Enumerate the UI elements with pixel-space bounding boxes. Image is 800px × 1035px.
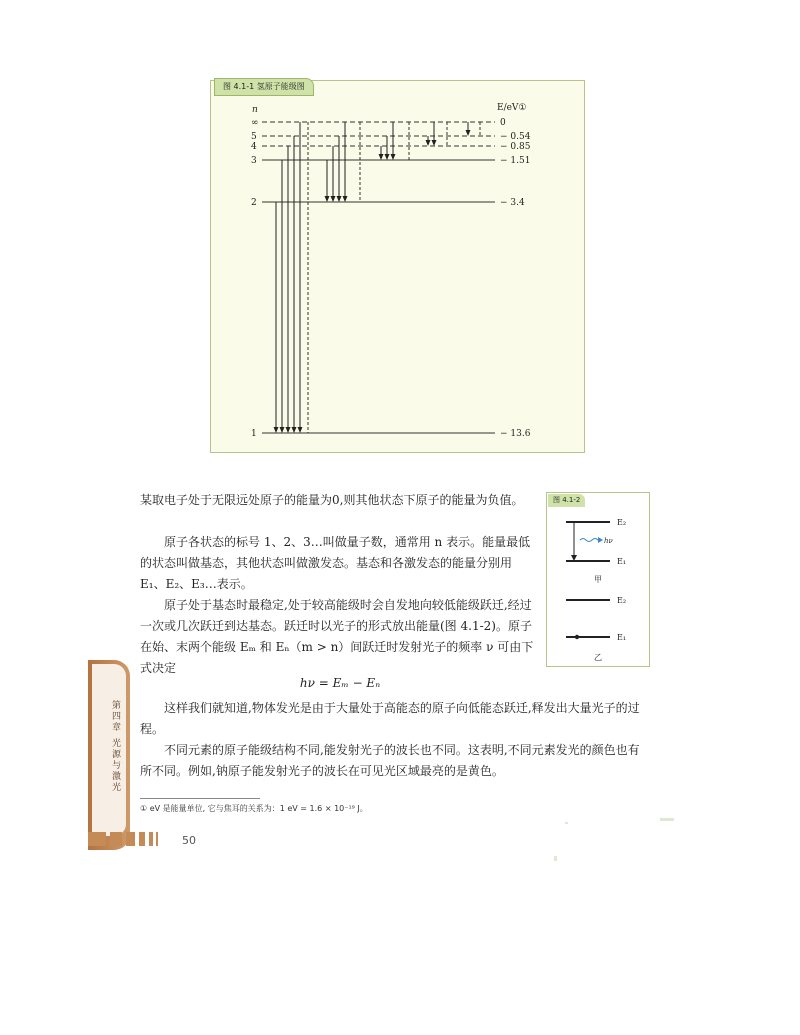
paragraph-5: 不同元素的原子能级结构不同,能发射光子的波长也不同。这表明,不同元素发光的颜色也有所不同。例如,钠原子能发射光子的波长在可见光区域最亮的是黄色。 — [140, 743, 640, 778]
energy-value-label: 0 — [500, 118, 506, 128]
energy-value-label: − 13.6 — [500, 429, 531, 439]
transition-arrow-head — [331, 196, 336, 202]
page-number: 50 — [182, 834, 196, 847]
scan-speck — [554, 856, 557, 861]
paragraph-2: 原子各状态的标号 1、2、3…叫做量子数，通常用 n 表示。能量最低的状态叫做基态，其他状态叫做激发态。基态和各激发态的能量分别用 E₁、E₂、E₃…表示。 — [140, 535, 531, 591]
transition-arrow-head — [466, 130, 471, 136]
energy-value-label: − 0.54 — [500, 132, 531, 142]
transition-arrow-head — [292, 427, 297, 433]
formula: hν = Eₘ − Eₙ — [299, 676, 381, 690]
energy-value-label: − 1.51 — [500, 156, 531, 166]
paragraph-1: 某取电子处于无限远处原子的能量为0,则其他状态下原子的能量为负值。 — [140, 493, 524, 507]
transition-arrow-head — [298, 427, 303, 433]
fig2-photon-label: hν — [604, 537, 613, 545]
transition-arrow-head — [280, 427, 285, 433]
energy-header: E/eV① — [497, 103, 527, 113]
footnote-rule — [140, 798, 260, 799]
figure2-caption-tab: 图 4.1-2 — [548, 494, 585, 507]
transition-figure — [546, 492, 650, 667]
quantum-number-label: 4 — [251, 142, 257, 152]
transition-arrow-head — [391, 154, 396, 160]
chapter-label: 第四章 光源与激光 — [110, 700, 120, 793]
energy-value-label: − 0.85 — [500, 142, 531, 152]
scan-speck — [565, 822, 568, 824]
page-stripes — [88, 832, 178, 846]
fig2-label-e2-a: E₂ — [617, 518, 627, 527]
transition-arrow-head — [343, 196, 348, 202]
quantum-number-label: ∞ — [251, 118, 259, 128]
transition-arrow-head — [432, 140, 437, 146]
figure-caption-tab: 图 4.1-1 氢原子能级图 — [214, 78, 314, 96]
footnote: ① eV 是能量单位, 它与焦耳的关系为：1 eV = 1.6 × 10⁻¹⁹ J。 — [140, 804, 368, 813]
fig2-label-e1-b: E₁ — [617, 633, 627, 642]
scan-speck — [660, 818, 674, 821]
quantum-number-label: 1 — [251, 429, 257, 439]
transition-arrow-head — [385, 154, 390, 160]
n-header: n — [252, 105, 258, 115]
fig2-label-yi: 乙 — [594, 653, 602, 662]
quantum-number-label: 3 — [251, 156, 257, 166]
fig2-label-e2-b: E₂ — [617, 596, 627, 605]
fig2-label-e1-a: E₁ — [617, 557, 627, 566]
transition-arrow-head — [426, 140, 431, 146]
paragraph-3: 原子处于基态时最稳定,处于较高能级时会自发地向较低能级跃迁,经过一次或几次跃迁到达基态。跃迁时以光子的形式放出能量(图 4.1-2)。原子在始、末两个能级 Eₘ 和 Eₙ（m > n）间跃迁时发射光子的频率 ν 可由下式决定 — [140, 598, 534, 675]
paragraph-4: 这样我们就知道,物体发光是由于大量处于高能态的原子向低能态跃迁,释发出大量光子的过程。 — [140, 701, 640, 736]
transition-arrow-head — [337, 196, 342, 202]
transition-arrow-head — [286, 427, 291, 433]
fig2-label-jia: 甲 — [594, 575, 602, 584]
transition-arrow-head — [325, 196, 330, 202]
transition-arrow-head — [379, 154, 384, 160]
quantum-number-label: 5 — [251, 132, 257, 142]
quantum-number-label: 2 — [251, 198, 257, 208]
transition-arrow-head — [274, 427, 279, 433]
energy-value-label: − 3.4 — [500, 198, 525, 208]
